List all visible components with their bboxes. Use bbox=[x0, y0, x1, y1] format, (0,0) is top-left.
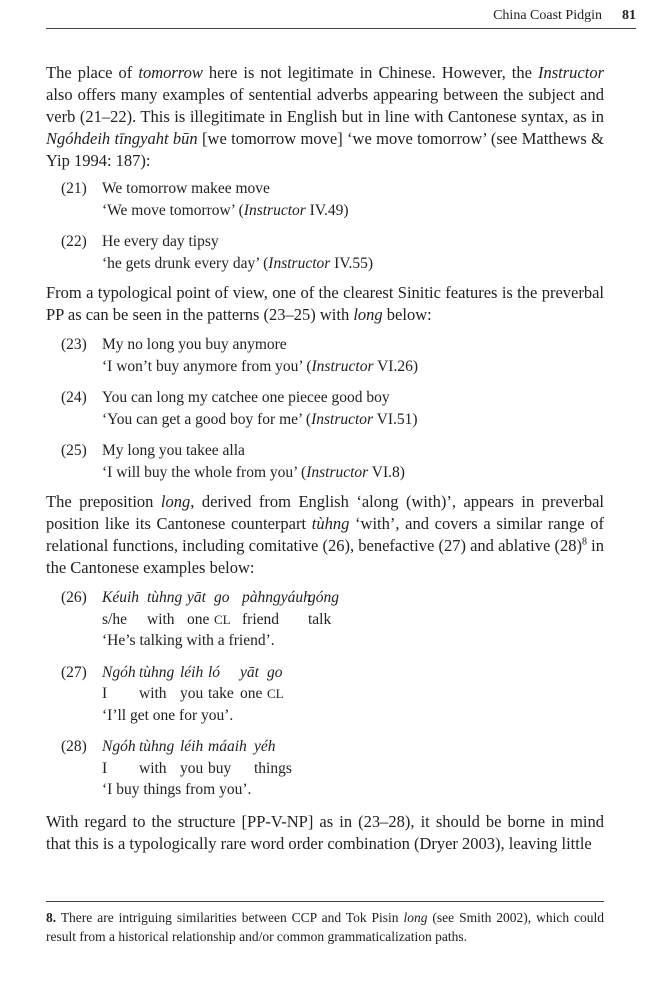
paragraph-1: The place of tomorrow here is not legitimate in Chinese. However, the Instructor also offers many examples of sentential adverbs appearing between the subject and verb (21–22). This is illegitimate in English but in line with Cantonese syntax, as in Ngóhdeih tīngyaht būn [we tomorrow move] ‘we move tomorrow’ (see Matthews & Yip 1994: 187): bbox=[46, 63, 604, 170]
example-translation: ‘We move tomorrow’ (Instructor IV.49) bbox=[102, 201, 349, 219]
example-gloss-line: s/he with one CL friend talk bbox=[102, 610, 332, 628]
footnote-marker: 8 bbox=[581, 536, 587, 548]
example-translation: ‘I’ll get one for you’. bbox=[102, 706, 234, 724]
footnote-divider bbox=[46, 901, 604, 902]
footnote-number: 8. bbox=[46, 910, 57, 925]
example-22 bbox=[61, 231, 604, 274]
example-24 bbox=[61, 387, 604, 430]
example-number: (21) bbox=[61, 180, 87, 197]
example-source-line: Ngóh tùhng léih ló yāt go bbox=[102, 663, 283, 681]
example-text: He every day tipsy bbox=[102, 233, 219, 250]
example-26 bbox=[61, 587, 604, 652]
example-25 bbox=[61, 440, 604, 483]
example-number: (22) bbox=[61, 233, 87, 250]
page-number: 81 bbox=[622, 8, 636, 23]
paragraph-2: From a typological point of view, one of the clearest Sinitic features is the preverbal PP as can be seen in the patterns (23–25) with long below: bbox=[46, 283, 604, 324]
example-translation: ‘I won’t buy anymore from you’ (Instructor VI.26) bbox=[102, 357, 418, 375]
example-number: (24) bbox=[61, 389, 87, 406]
example-text: We tomorrow makee move bbox=[102, 180, 270, 197]
example-gloss-line: I with you buy things bbox=[102, 759, 292, 777]
example-number: (27) bbox=[61, 663, 87, 681]
example-23 bbox=[61, 334, 604, 377]
example-translation: ‘He’s talking with a friend’. bbox=[102, 632, 275, 649]
example-translation: ‘he gets drunk every day’ (Instructor IV.55) bbox=[102, 254, 374, 272]
example-translation: ‘I buy things from you’. bbox=[102, 781, 252, 798]
running-title: China Coast Pidgin bbox=[493, 8, 602, 23]
paragraph-4: With regard to the structure [PP-V-NP] as in (23–28), it should be borne in mind that this is a typologically rare word order combination (Dryer 2003), leaving little bbox=[46, 811, 604, 853]
example-text: You can long my catchee one piecee good boy bbox=[102, 389, 390, 406]
example-21 bbox=[61, 178, 604, 221]
example-text: My no long you buy anymore bbox=[102, 336, 287, 353]
example-number: (28) bbox=[61, 738, 87, 755]
body-text bbox=[46, 62, 604, 855]
example-gloss-line: I with you take one CL bbox=[102, 685, 284, 702]
example-text: My long you takee alla bbox=[102, 442, 245, 459]
example-translation: ‘I will buy the whole from you’ (Instructor VI.8) bbox=[102, 463, 405, 481]
footnote-8: 8. There are intriguing similarities between CCP and Tok Pisin long (see Smith 2002), which could result from a historical relationship and/or common grammaticalization paths. bbox=[46, 910, 604, 944]
example-28 bbox=[61, 736, 604, 801]
example-number: (26) bbox=[61, 589, 87, 606]
example-27 bbox=[61, 662, 604, 727]
example-translation: ‘You can get a good boy for me’ (Instructor VI.51) bbox=[102, 410, 418, 428]
example-source-line: Kéuih tùhng yāt go pàhngyáuh góng bbox=[102, 589, 339, 606]
paragraph-3: The preposition long, derived from English ‘along (with)’, appears in preverbal position like its Cantonese counterpart tùhng ‘with’, and covers a similar range of relational functions, including comitative (26), benefactive (27) and ablative $(28)^8$ in the Cantonese examples below: bbox=[46, 492, 604, 577]
example-source-line: Ngóh tùhng léih máaih yéh bbox=[102, 738, 276, 755]
example-number: (23) bbox=[61, 336, 87, 353]
running-header bbox=[46, 6, 636, 29]
example-number: (25) bbox=[61, 442, 87, 459]
